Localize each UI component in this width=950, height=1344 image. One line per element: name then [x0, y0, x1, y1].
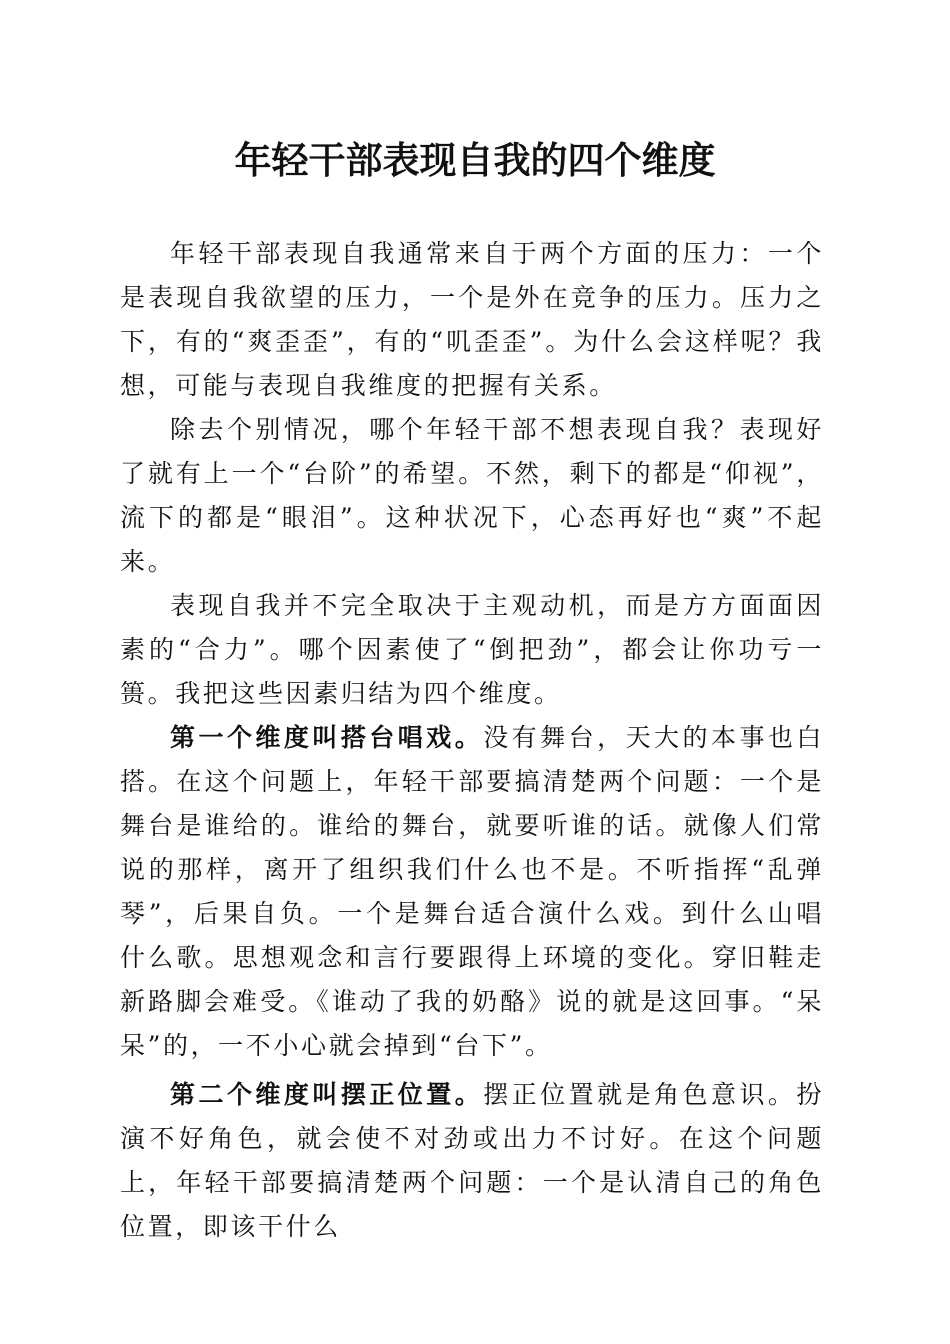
paragraph-5 [120, 1073, 824, 1249]
paragraph-text: 摆正位置就是角色意识。扮演不好角色，就会使不对劲或出力不讨好。在这个问题上，年轻干部要搞清楚两个问题：一个是认清自己的角色位置，即该干什么 [120, 1080, 824, 1241]
paragraph-lead: 第一个维度叫搭台唱戏。 [170, 723, 484, 752]
paragraph-lead: 第二个维度叫摆正位置。 [170, 1080, 484, 1109]
paragraph-text: 没有舞台，天大的本事也白搭。在这个问题上，年轻干部要搞清楚两个问题：一个是舞台是谁给的。谁给的舞台，就要听谁的话。就像人们常说的那样，离开了组织我们什么也不是。不听指挥“乱弹琴”，后果自负。一个是舞台适合演什么戏。到什么山唱什么歌。思想观念和言行要跟得上环境的变化。穿旧鞋走新路脚会难受。《谁动了我的奶酪》说的就是这回事。“呆呆”的，一不小心就会掉到“台下”。 [120, 723, 824, 1060]
document-body [120, 232, 824, 1249]
paragraph-3 [120, 584, 824, 716]
paragraph-text: 除去个别情况，哪个年轻干部不想表现自我？表现好了就有上一个“台阶”的希望。不然，剩下的都是“仰视”，流下的都是“眼泪”。这种状况下，心态再好也“爽”不起来。 [120, 415, 824, 576]
paragraph-2 [120, 408, 824, 584]
paragraph-4 [120, 716, 824, 1068]
paragraph-text: 年轻干部表现自我通常来自于两个方面的压力：一个是表现自我欲望的压力，一个是外在竞争的压力。压力之下，有的“爽歪歪”，有的“叽歪歪”。为什么会这样呢？我想，可能与表现自我维度的把握有关系。 [120, 239, 824, 400]
paragraph-text: 表现自我并不完全取决于主观动机，而是方方面面因素的“合力”。哪个因素使了“倒把劲”，都会让你功亏一篑。我把这些因素归结为四个维度。 [120, 591, 824, 708]
document-title: 年轻干部表现自我的四个维度 [234, 138, 716, 182]
paragraph-1 [120, 232, 824, 408]
